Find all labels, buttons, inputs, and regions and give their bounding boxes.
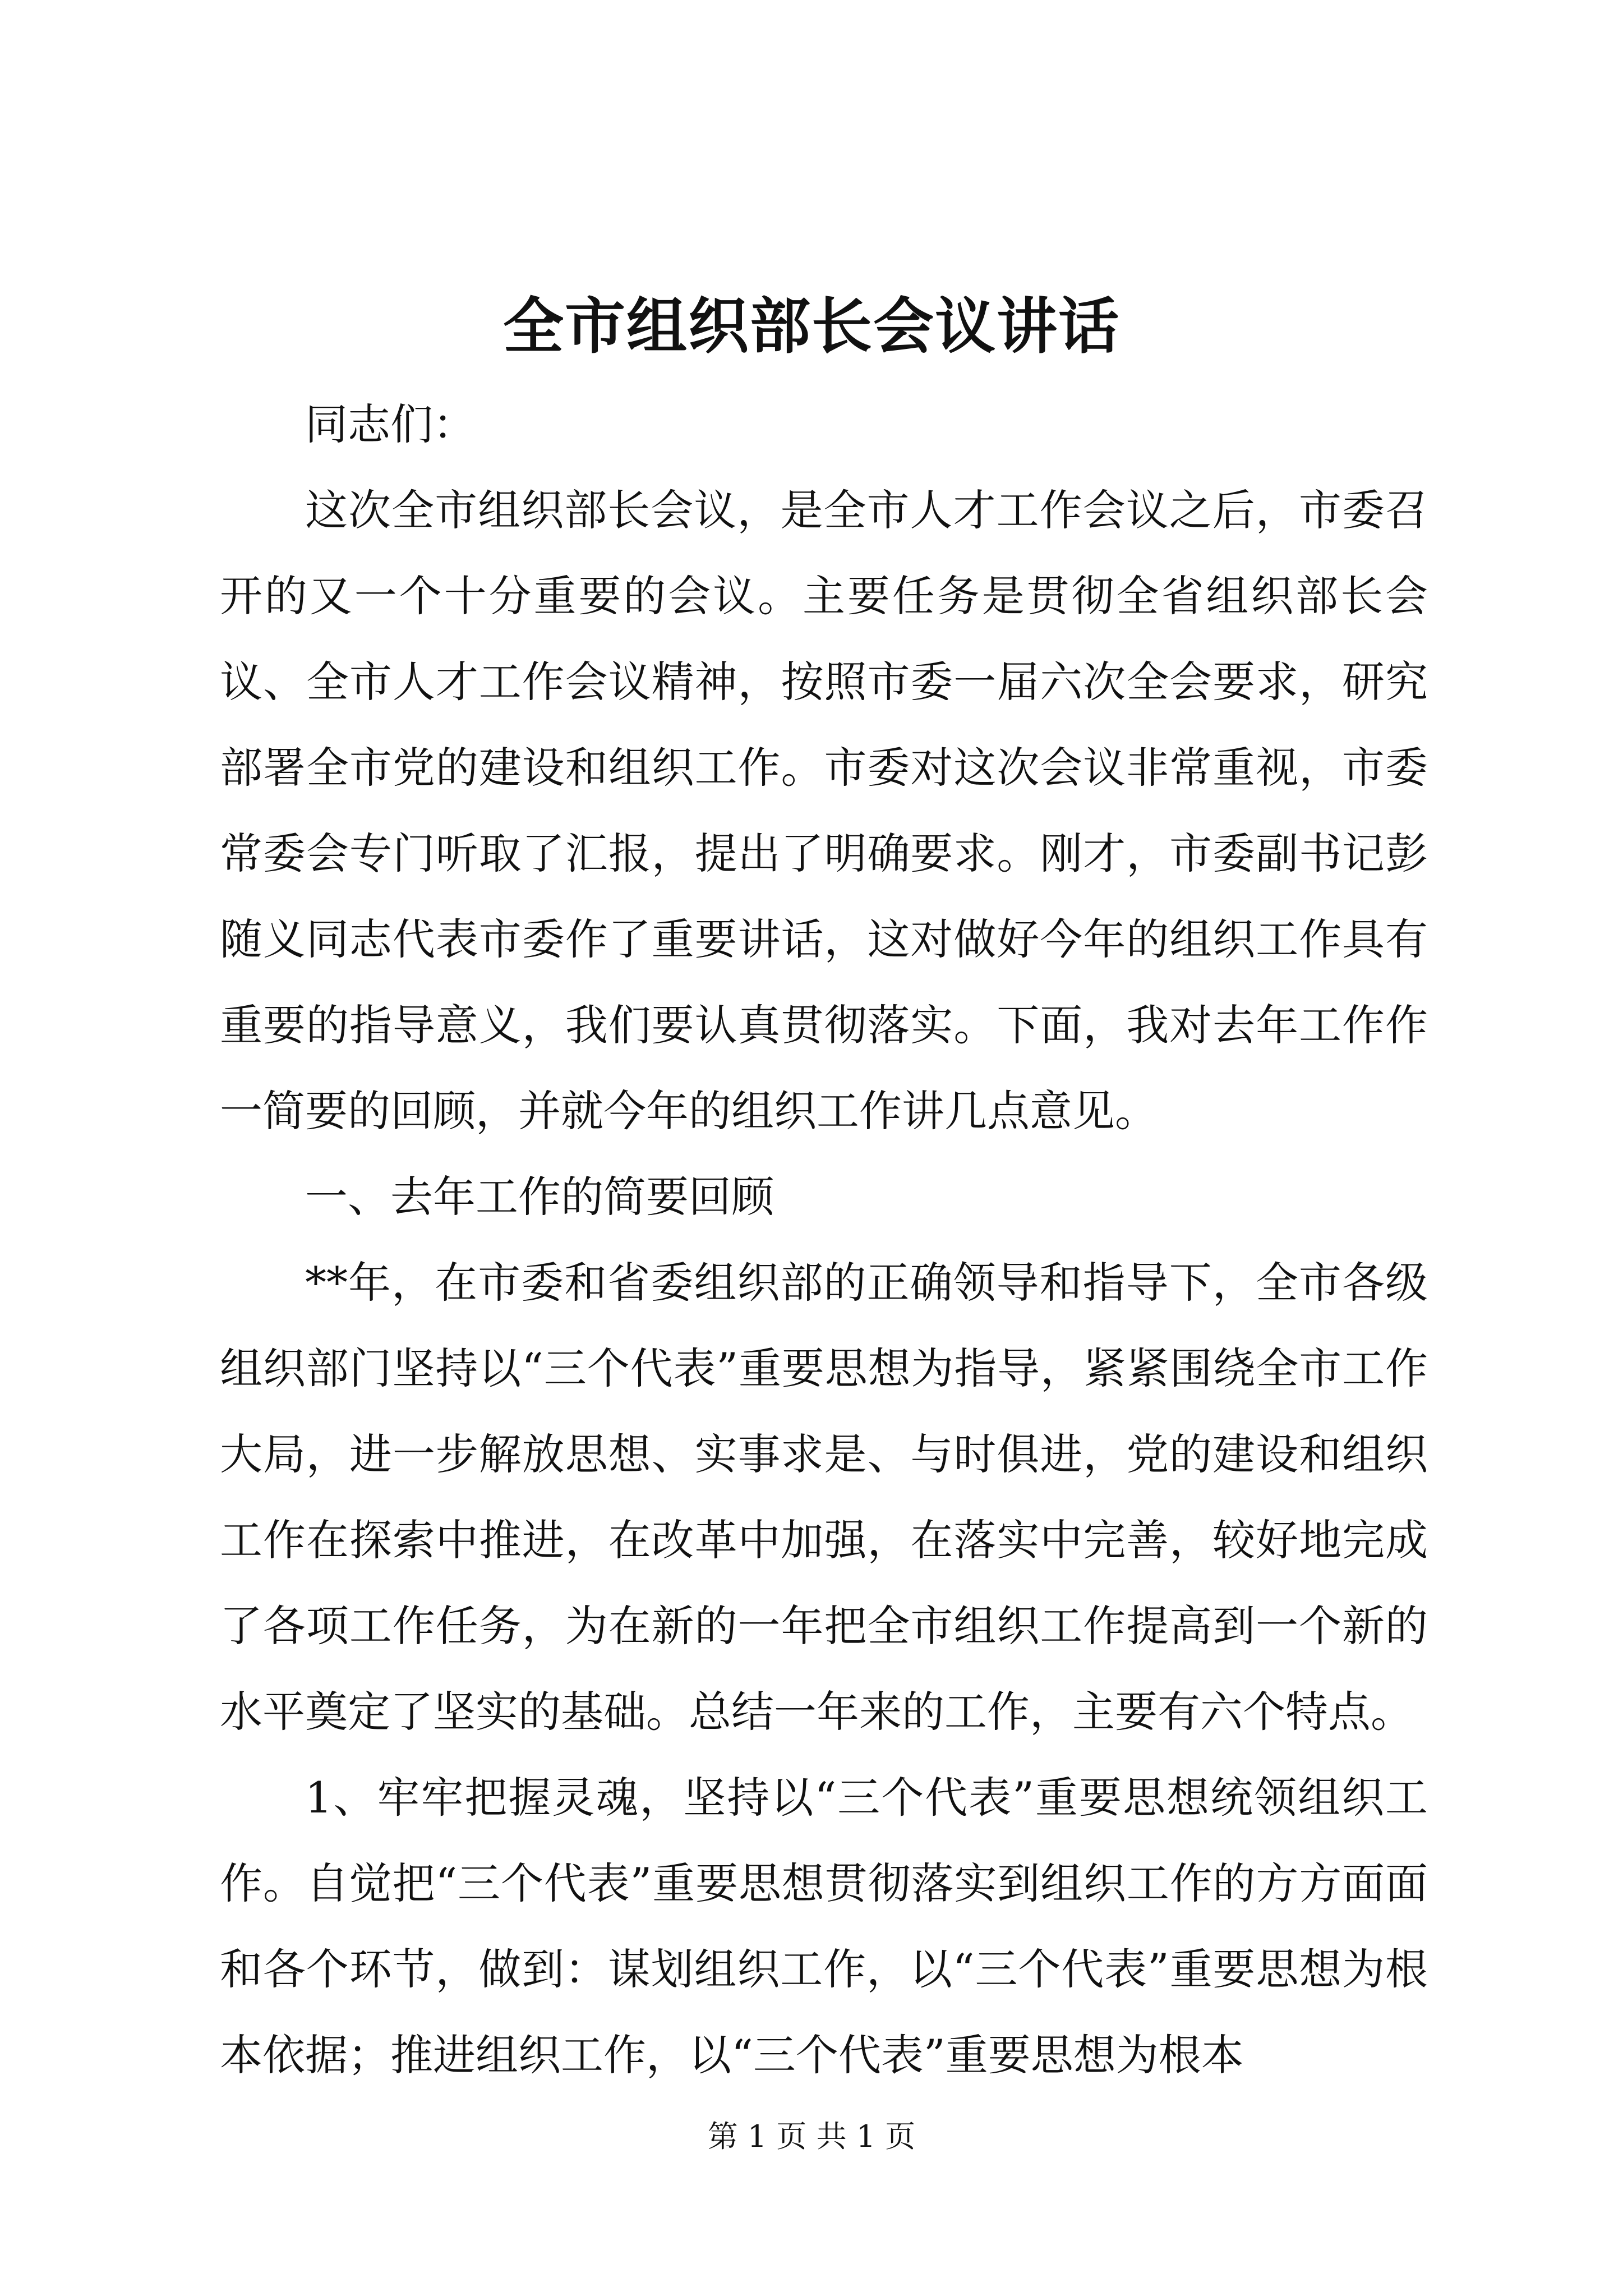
- section-heading: 一、去年工作的简要回顾: [305, 1172, 774, 1222]
- point-one-paragraph: 1、牢牢把握灵魂，坚持以“三个代表”重要思想统领组织工作。自觉把“三个代表”重要思想贯彻落实到组织工作的方方面面和各个环节，做到：谋划组织工作，以“三个代表”重要思想为根本依据；推进组织工作，以“三个代表”重要思想为根本: [220, 1773, 1428, 2080]
- salutation-paragraph: 同志们：: [305, 399, 476, 449]
- review-paragraph: **年，在市委和省委组织部的正确领导和指导下，全市各级组织部门坚持以“三个代表”重要思想为指导，紧紧围绕全市工作大局，进一步解放思想、实事求是、与时俱进，党的建设和组织工作在探索中推进，在改革中加强，在落实中完善，较好地完成了各项工作任务，为在新的一年把全市组织工作提高到一个新的水平奠定了坚实的基础。总结一年来的工作，主要有六个特点。: [220, 1258, 1428, 1737]
- document-title: 全市组织部长会议讲话: [502, 291, 1120, 362]
- document-body: [220, 381, 1428, 2098]
- page-footer: 第 1 页 共 1 页: [707, 2119, 916, 2154]
- intro-paragraph: 这次全市组织部长会议，是全市人才工作会议之后，市委召开的又一个十分重要的会议。主要任务是贯彻全省组织部长会议、全市人才工作会议精神，按照市委一届六次全会要求，研究部署全市党的建设和组织工作。市委对这次会议非常重视，市委常委会专门听取了汇报，提出了明确要求。刚才，市委副书记彭随义同志代表市委作了重要讲话，这对做好今年的组织工作具有重要的指导意义，我们要认真贯彻落实。下面，我对去年工作作一简要的回顾，并就今年的组织工作讲几点意见。: [220, 485, 1428, 1136]
